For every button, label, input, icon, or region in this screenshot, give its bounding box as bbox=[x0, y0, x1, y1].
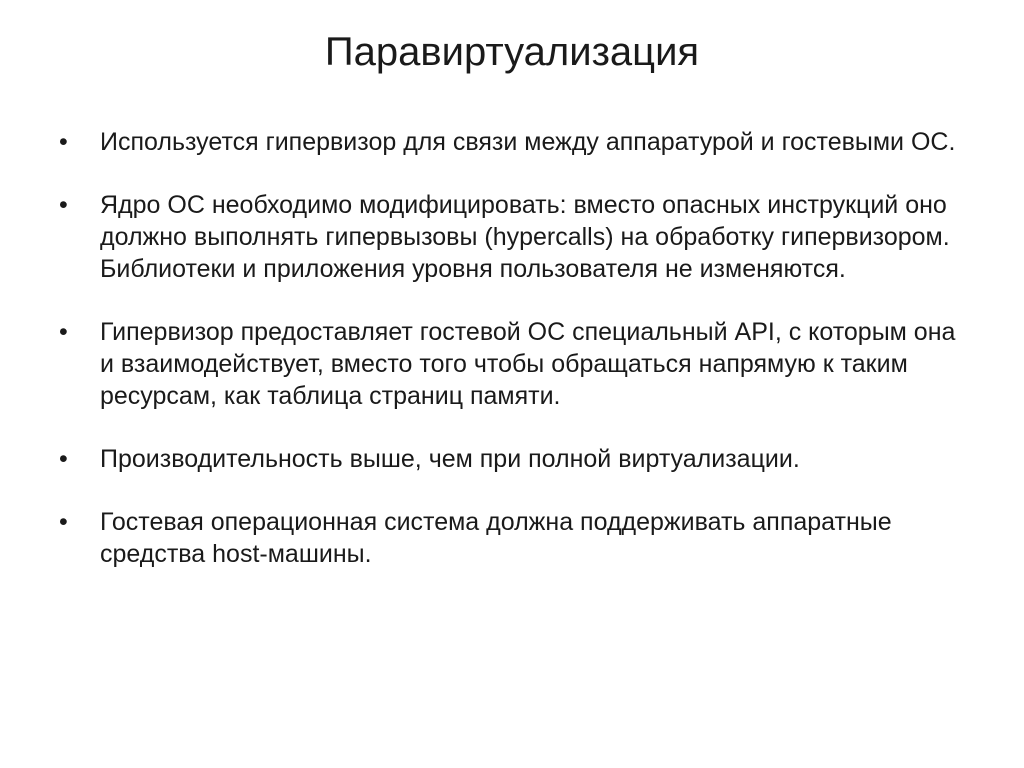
bullet-item-3 bbox=[0, 316, 1024, 412]
bullet-text: Используется гипервизор для связи между аппаратурой и гостевыми ОС. bbox=[100, 128, 956, 156]
bullet-text: Гипервизор предоставляет гостевой ОС специальный API, с которым она и взаимодействует, вместо того чтобы обращаться напрямую к таким ресурсам, как таблица страниц памяти. bbox=[100, 318, 956, 410]
bullet-icon: • bbox=[59, 508, 68, 536]
bullet-text: Ядро ОС необходимо модифицировать: вместо опасных инструкций оно должно выполнять гипервызовы (hypercalls) на обработку гипервизором. Библиотеки и приложения уровня пользователя не изменяются. bbox=[100, 191, 950, 283]
bullet-list bbox=[0, 126, 1024, 601]
bullet-item-2 bbox=[0, 189, 1024, 285]
bullet-text: Производительность выше, чем при полной виртуализации. bbox=[100, 445, 800, 473]
bullet-item-4 bbox=[0, 443, 1024, 475]
bullet-icon: • bbox=[59, 318, 68, 346]
slide-title: Паравиртуализация bbox=[324, 30, 700, 74]
bullet-item-1 bbox=[0, 126, 1024, 158]
bullet-item-5 bbox=[0, 506, 1024, 570]
bullet-icon: • bbox=[59, 191, 68, 219]
bullet-icon: • bbox=[59, 445, 68, 473]
bullet-icon: • bbox=[59, 128, 68, 156]
bullet-text: Гостевая операционная система должна поддерживать аппаратные средства host-машины. bbox=[100, 508, 892, 568]
